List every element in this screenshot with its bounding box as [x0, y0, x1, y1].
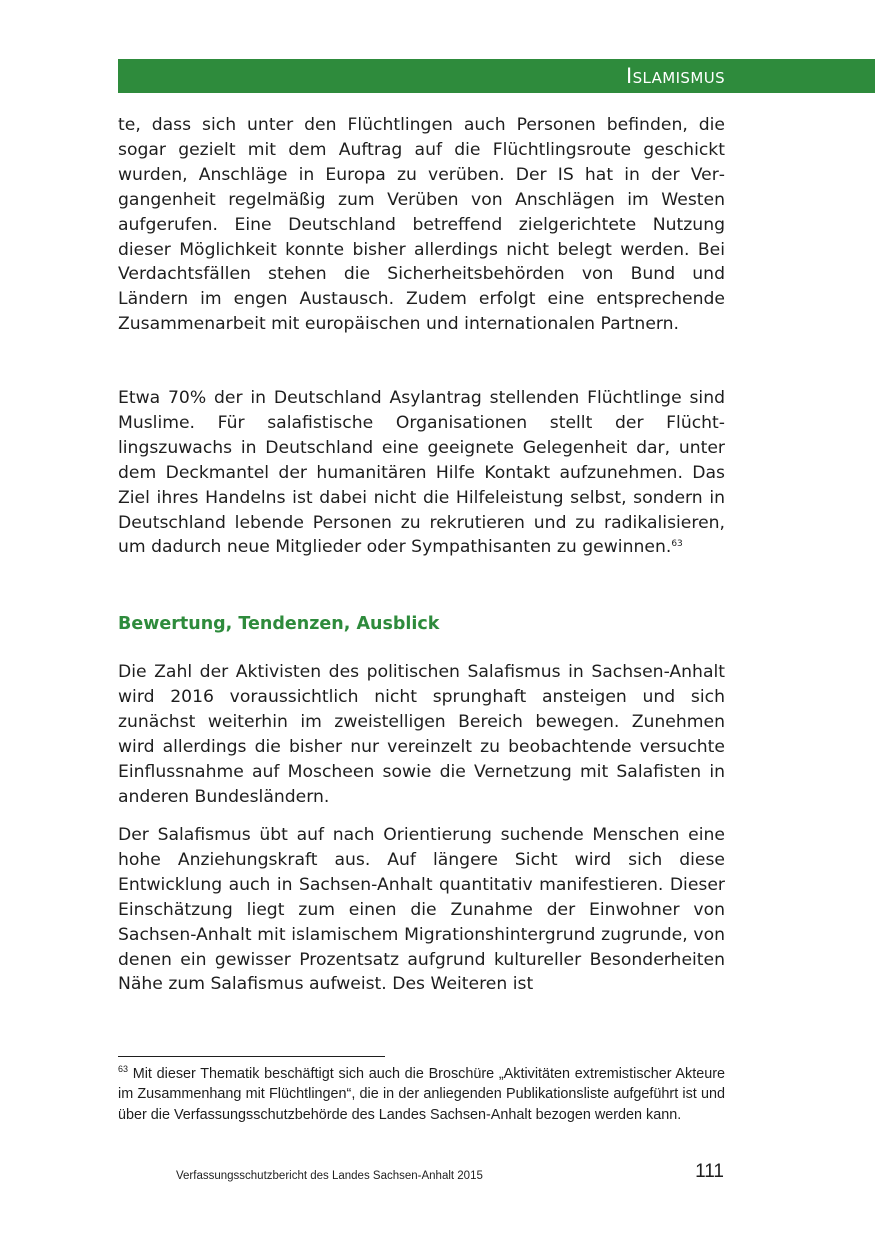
footnote [118, 1064, 725, 1125]
footnote-reference: 63 [671, 539, 683, 550]
chapter-header-band [118, 59, 875, 93]
footnote-number: 63 [118, 1064, 129, 1074]
body-paragraph: Die Zahl der Aktivisten des politischen Salafismus in Sachsen-Anhalt wird 2016 voraussichtlich nicht sprunghaft ansteigen und sich zunächst weiterhin im zweistelligen Bereich bewegen. Zunehmen wird allerdings die bisher nur vereinzelt zu beobachtende versuchte Einflussnahme auf Moscheen sowie die Vernetzung mit Salafisten in anderen Bundesländern. [118, 662, 725, 807]
body-paragraph: te, dass sich unter den Flüchtlingen auch Personen befinden, die sogar gezielt mit dem Auftrag auf die Flüchtlingsroute geschickt wurden, Anschläge in Europa zu verüben. Der IS hat in der Vergangenheit regelmäßig zum Verüben von Anschlägen im Westen aufgerufen. Eine Deutschland betreffend zielgerichtete Nutzung dieser Möglichkeit konnte bisher allerdings nicht belegt werden. Bei Verdachtsfällen stehen die Sicherheitsbehörden von Bund und Ländern im engen Austausch. Zudem erfolgt eine entsprechende Zusammenarbeit mit europäischen und internationalen Partnern. [118, 115, 725, 335]
footnote-divider [118, 1056, 385, 1057]
body-paragraph-text: Etwa 70% der in Deutschland Asylantrag stellenden Flüchtlinge sind Muslime. Für salafistische Organisationen stellt der Flüchtlingszuwachs in Deutschland eine geeignete Gelegenheit dar, unter dem Deckmantel der humanitären Hilfe Kontakt aufzunehmen. Das Ziel ihres Handelns ist dabei nicht die Hilfeleistung selbst, sondern in Deutschland lebende Personen zu rekrutieren und zu radikalisieren, um dadurch neue Mitglieder oder Sympathisanten zu gewinnen. [118, 388, 725, 558]
chapter-title: Islamismus [625, 64, 725, 88]
footnote-text: Mit dieser Thematik beschäftigt sich auch die Broschüre „Aktivitäten extremistischer Akteure im Zusammenhang mit Flüchtlingen“, die in der anliegenden Publikationsliste aufgeführt ist und über die Verfassungsschutzbehörde des Landes Sachsen-Anhalt bezogen werden kann. [118, 1066, 726, 1123]
page-number: 111 [695, 1161, 724, 1182]
footer-publication-title: Verfassungsschutzbericht des Landes Sachsen-Anhalt 2015 [176, 1170, 483, 1182]
section-heading: Bewertung, Tendenzen, Ausblick [118, 614, 440, 634]
body-paragraph: Der Salafismus übt auf nach Orientierung suchende Menschen eine hohe Anziehungskraft aus. Auf längere Sicht wird sich diese Entwicklung auch in Sachsen-Anhalt quantitativ manifestieren. Dieser Einschätzung liegt zum einen die Zunahme der Einwohner von Sachsen-Anhalt mit islamischem Migrationshintergrund zugrunde, von denen ein gewisser Prozentsatz aufgrund kultureller Besonderheiten Nähe zum Salafismus aufweist. Des Weiteren ist [118, 825, 725, 995]
body-paragraph [118, 386, 725, 560]
